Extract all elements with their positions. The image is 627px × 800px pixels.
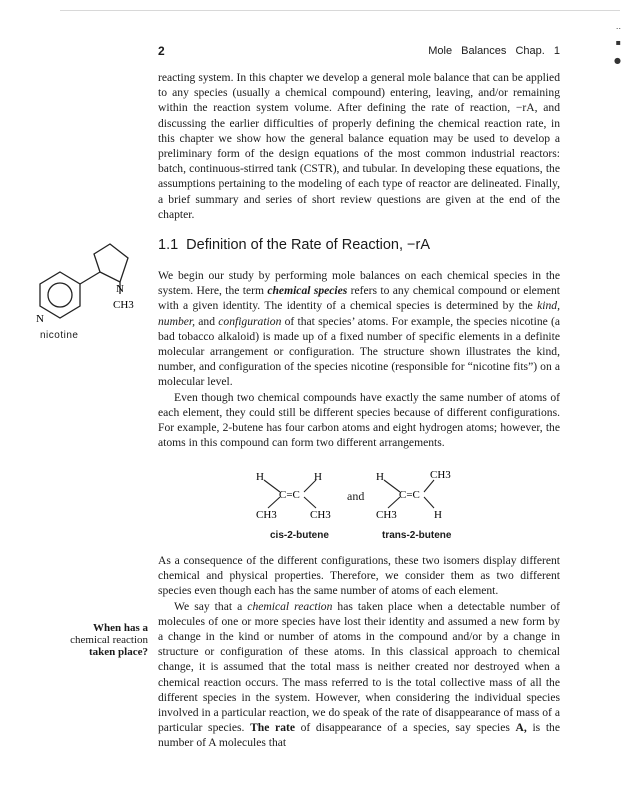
text-run: We begin our study by performing mole balances on each chemical species in the system. Here, the term: [158, 269, 560, 298]
paragraph-chemical-reaction: [158, 599, 560, 751]
methyl-label: CH3: [113, 299, 134, 311]
methyl-label: CH3: [256, 509, 277, 520]
margin-mark: ▪: [615, 38, 621, 47]
page-header: [158, 44, 560, 60]
page-number: 2: [158, 44, 165, 58]
text-run: of disappearance of a species, say species: [295, 721, 516, 735]
atom-label: H: [376, 471, 384, 483]
double-bond-label: C=C: [279, 489, 300, 501]
methyl-label: CH3: [310, 509, 331, 520]
running-head: Mole Balances Chap. 1: [428, 45, 560, 57]
atom-label: N: [116, 283, 124, 295]
section-title: Definition of the Rate of Reaction, −rA: [186, 237, 430, 253]
trans-2-butene-structure: [370, 468, 470, 520]
and-connector: and: [347, 489, 365, 503]
text-run: of that species’ atoms. For example, the species nicotine (a bad tobacco alkaloid) is made up of a fixed number of specific elements in a definite molecular arrangement or configuration. The structure shown illustrates the kind, number, and configuration of the species nicotine (responsible for “nicotine fits”) on a molecular level.: [158, 314, 560, 389]
paragraph-configurations: Even though two chemical compounds have exactly the same number of atoms of each element, they could still be different species because of different configurations. For example, 2-butene has four carbon atoms and eight hydrogen atoms; however, the atoms in this compound can form two different arrangements.: [158, 390, 560, 450]
margin-mark: ●: [614, 56, 621, 65]
pyrrolidine-ring: [94, 244, 128, 282]
paragraph-chemical-species: [158, 268, 560, 390]
nicotine-structure: [30, 240, 148, 326]
margin-mark: ..: [615, 22, 621, 31]
cis-2-butene-caption: cis-2-butene: [270, 530, 329, 541]
margin-note-line: taken place?: [89, 646, 148, 658]
trans-2-butene-caption: trans-2-butene: [382, 530, 452, 541]
term-chemical-species: chemical species: [267, 284, 348, 298]
cis-2-butene-structure: [250, 468, 345, 520]
lower-body: [158, 553, 560, 751]
text-run: has taken place when a detectable number of molecules of one or more species have lost their identity and assumed a new form by a change in the kind or number of atoms in the compound and/or by a change in structure or configuration of these atoms. In this classical approach to chemical change, it is assumed that the total mass is neither created nor destroyed when a chemical reaction occurs. The mass referred to is the total collective mass of all the different species in the system. However, when considering the individual species involved in a particular reaction, we do speak of the rate of disappearance of mass of a particular species.: [158, 599, 560, 735]
top-rule: [60, 10, 620, 11]
methyl-label: CH3: [430, 469, 451, 481]
margin-note-line: chemical reaction: [70, 634, 148, 646]
atom-label: H: [314, 471, 322, 483]
paragraph-isomers: As a consequence of the different configurations, these two isomers display different chemical and physical properties. Therefore, we consider them as two different species even though each has the same number of atoms of each element.: [158, 554, 560, 598]
nicotine-caption: nicotine: [40, 330, 79, 341]
pyridine-ring: [40, 272, 80, 318]
margin-note-line: When has a: [92, 622, 148, 634]
double-bond-label: C=C: [399, 489, 420, 501]
text-run: refers to any chemical compound or element with a given identity. The identity of a chemical species is determined by the: [158, 284, 560, 313]
atom-label: H: [434, 509, 442, 520]
intro-paragraph: reacting system. In this chapter we develop a general mole balance that can be applied to any species (usually a chemical compound) entering, leaving, and/or remaining within the reaction system volume. After defining the rate of reaction, −rA, and discussing the earlier difficulties of properly defining the chemical reaction rate, in this chapter we show how the general balance equation may be used to develop a preliminary form of the design equations of the most common industrial reactors: batch, continuous-stirred tank (CSTR), and tubular. In developing these equations, the assumptions pertaining to the modeling of each type of reactor are delineated. Finally, a brief summary and series of short review questions are given at the end of the chapter.: [158, 71, 560, 221]
term-chemical-reaction: chemical reaction: [247, 599, 333, 613]
emphasis: configuration: [218, 314, 282, 328]
text-run: We say that a: [174, 599, 248, 613]
species-a: A,: [515, 721, 527, 735]
section-heading: [158, 237, 560, 253]
atom-label: N: [36, 313, 44, 325]
term-the-rate: The rate: [250, 721, 295, 735]
margin-note: [52, 622, 148, 658]
text-run: is the number of A molecules that: [158, 721, 560, 750]
main-body: [158, 268, 560, 450]
atom-label: H: [256, 471, 264, 483]
aromatic-circle: [48, 283, 72, 307]
section-number: 1.1: [158, 237, 179, 253]
text-run: and: [195, 314, 219, 328]
methyl-label: CH3: [376, 509, 397, 520]
emphasis: kind, number,: [158, 299, 560, 328]
